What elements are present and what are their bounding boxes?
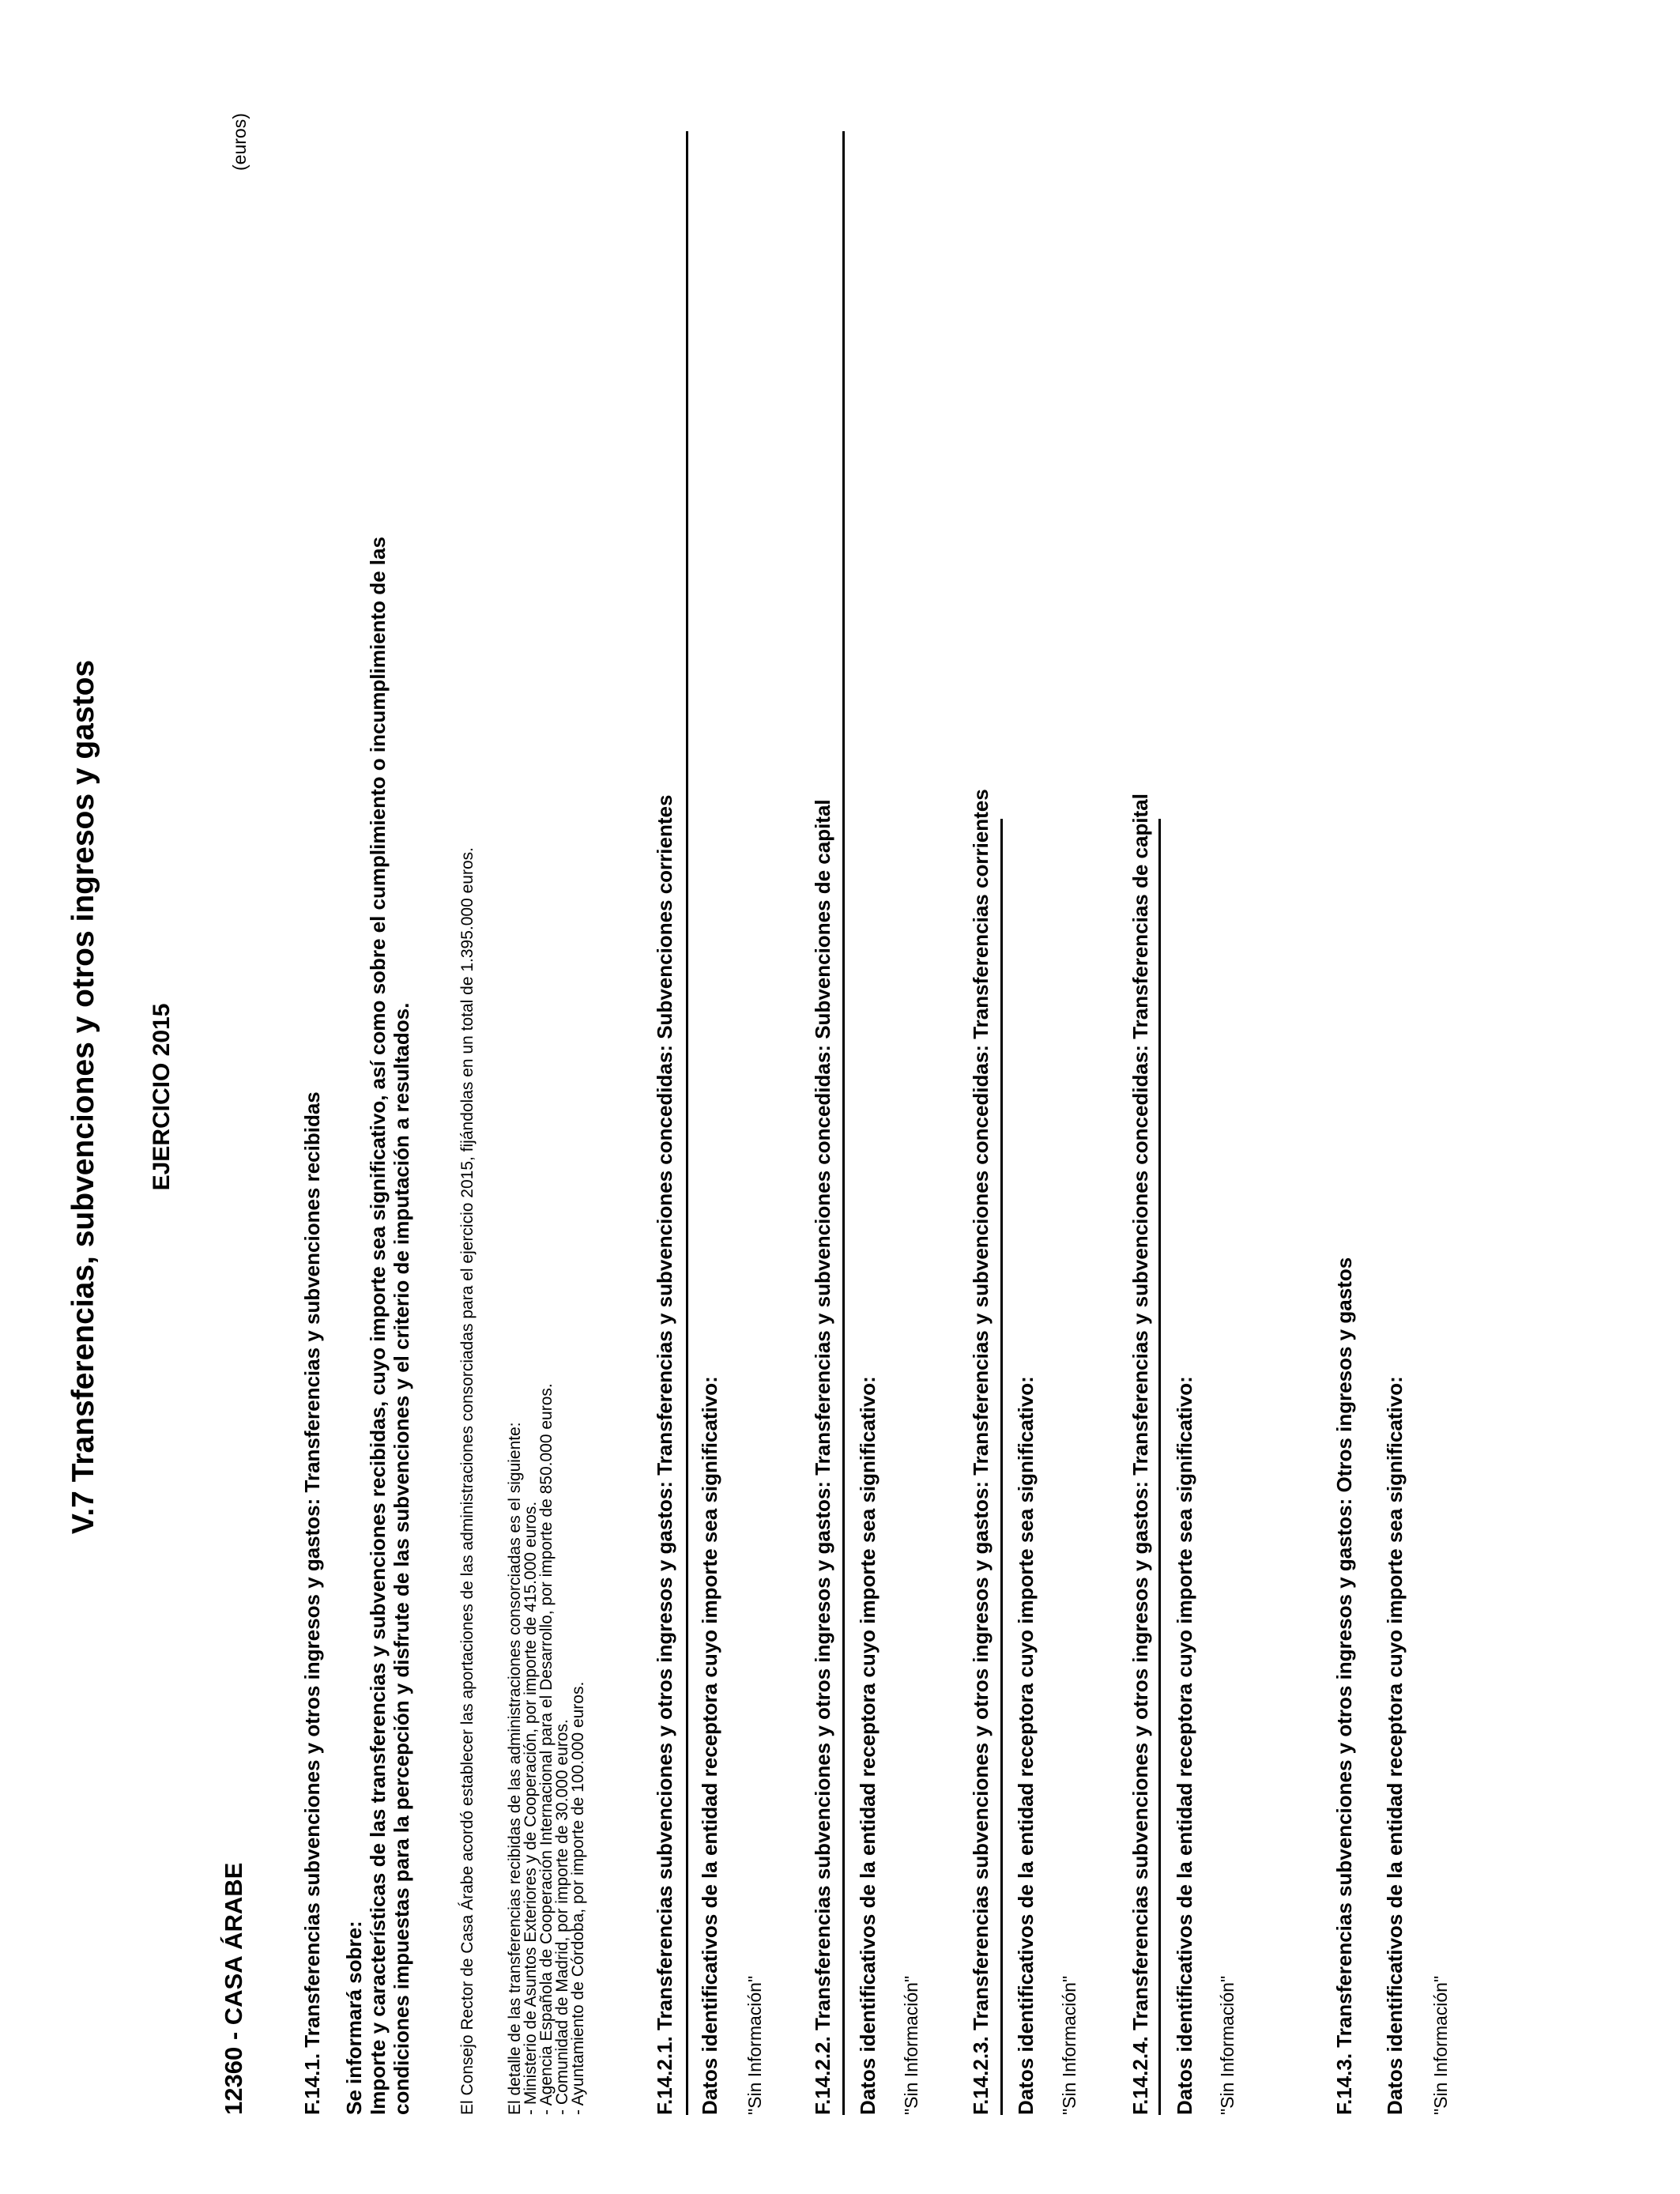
section-heading-f14244: F.14.2.4. Transferencias subvenciones y otros ingresos y gastos: Transferencias y subvenciones concedidas: Transferencias de capital [1128, 794, 1152, 2115]
section-heading-f14222: F.14.2.2. Transferencias subvenciones y otros ingresos y gastos: Transferencias y subvenciones concedidas: Subvenciones de capital [811, 799, 834, 2115]
entity-name: 12360 - CASA ÁRABE [220, 1862, 247, 2115]
section-heading-f1411: F.14.1. Transferencias subvenciones y otros ingresos y gastos: Transferencias y subvenciones recibidas [300, 1091, 324, 2115]
detalle-line: - Agencia Española de Cooperación Internacional para el Desarrollo, por importe de 850.000 euros. [537, 1383, 556, 2115]
fiscal-year: EJERCICIO 2015 [149, 1003, 175, 1191]
datos-label: Datos identificativos de la entidad receptora cuyo importe sea significativo: [698, 1376, 721, 2115]
sin-informacion: "Sin Información" [901, 1975, 921, 2115]
sin-informacion: "Sin Información" [1430, 1975, 1451, 2115]
section-heading-f14233: F.14.2.3. Transferencias subvenciones y otros ingresos y gastos: Transferencias y subvenciones concedidas: Transferencias corrientes [969, 789, 993, 2115]
informara-label: Se informará sobre: [342, 1921, 366, 2115]
datos-label: Datos identificativos de la entidad receptora cuyo importe sea significativo: [1173, 1376, 1196, 2115]
datos-label: Datos identificativos de la entidad receptora cuyo importe sea significativo: [856, 1376, 880, 2115]
informara-line-1: Importe y características de las transferencias y subvenciones recibidas, cuyo importe sea significativo, así como sobre el cumplimiento o incumplimiento de las [366, 537, 390, 2115]
datos-label: Datos identificativos de la entidad receptora cuyo importe sea significativo: [1014, 1376, 1038, 2115]
detalle-line: - Ayuntamiento de Córdoba, por importe de 100.000 euros. [569, 1681, 587, 2115]
datos-label: Datos identificativos de la entidad receptora cuyo importe sea significativo: [1383, 1376, 1407, 2115]
sin-informacion: "Sin Información" [1059, 1975, 1079, 2115]
informara-line-2: condiciones impuestas para la percepción y disfrute de las subvenciones y el criterio de imputación a resultados. [390, 1002, 413, 2115]
consejo-text: El Consejo Rector de Casa Árabe acordó establecer las aportaciones de las administraciones consorciadas para el ejercicio 2015, fijándolas en un total de 1.395.000 euros. [458, 847, 477, 2115]
section-rule [1000, 819, 1003, 2115]
sin-informacion: "Sin Información" [1217, 1975, 1237, 2115]
section-rule [842, 131, 845, 2115]
sin-informacion: "Sin Información" [744, 1975, 765, 2115]
units-label: (euros) [229, 113, 250, 171]
detalle-line: - Comunidad de Madrid, por importe de 30.000 euros. [553, 1719, 571, 2115]
detalle-line: - Ministerio de Asuntos Exteriores y de Cooperación, por importe de 415.000 euros. [522, 1501, 540, 2115]
page-title: V.7 Transferencias, subvenciones y otros ingresos y gastos [66, 659, 100, 1535]
section-heading-f14211: F.14.2.1. Transferencias subvenciones y otros ingresos y gastos: Transferencias y subvenciones concedidas: Subvenciones corrientes [653, 794, 676, 2115]
detalle-line: El detalle de las transferencias recibidas de las administraciones consorciadas es el siguiente: [506, 1422, 524, 2115]
section-heading-f143: F.14.3. Transferencias subvenciones y otros ingresos y gastos: Otros ingresos y gastos [1332, 1257, 1356, 2115]
section-rule [686, 131, 688, 2115]
section-rule [1158, 819, 1161, 2115]
